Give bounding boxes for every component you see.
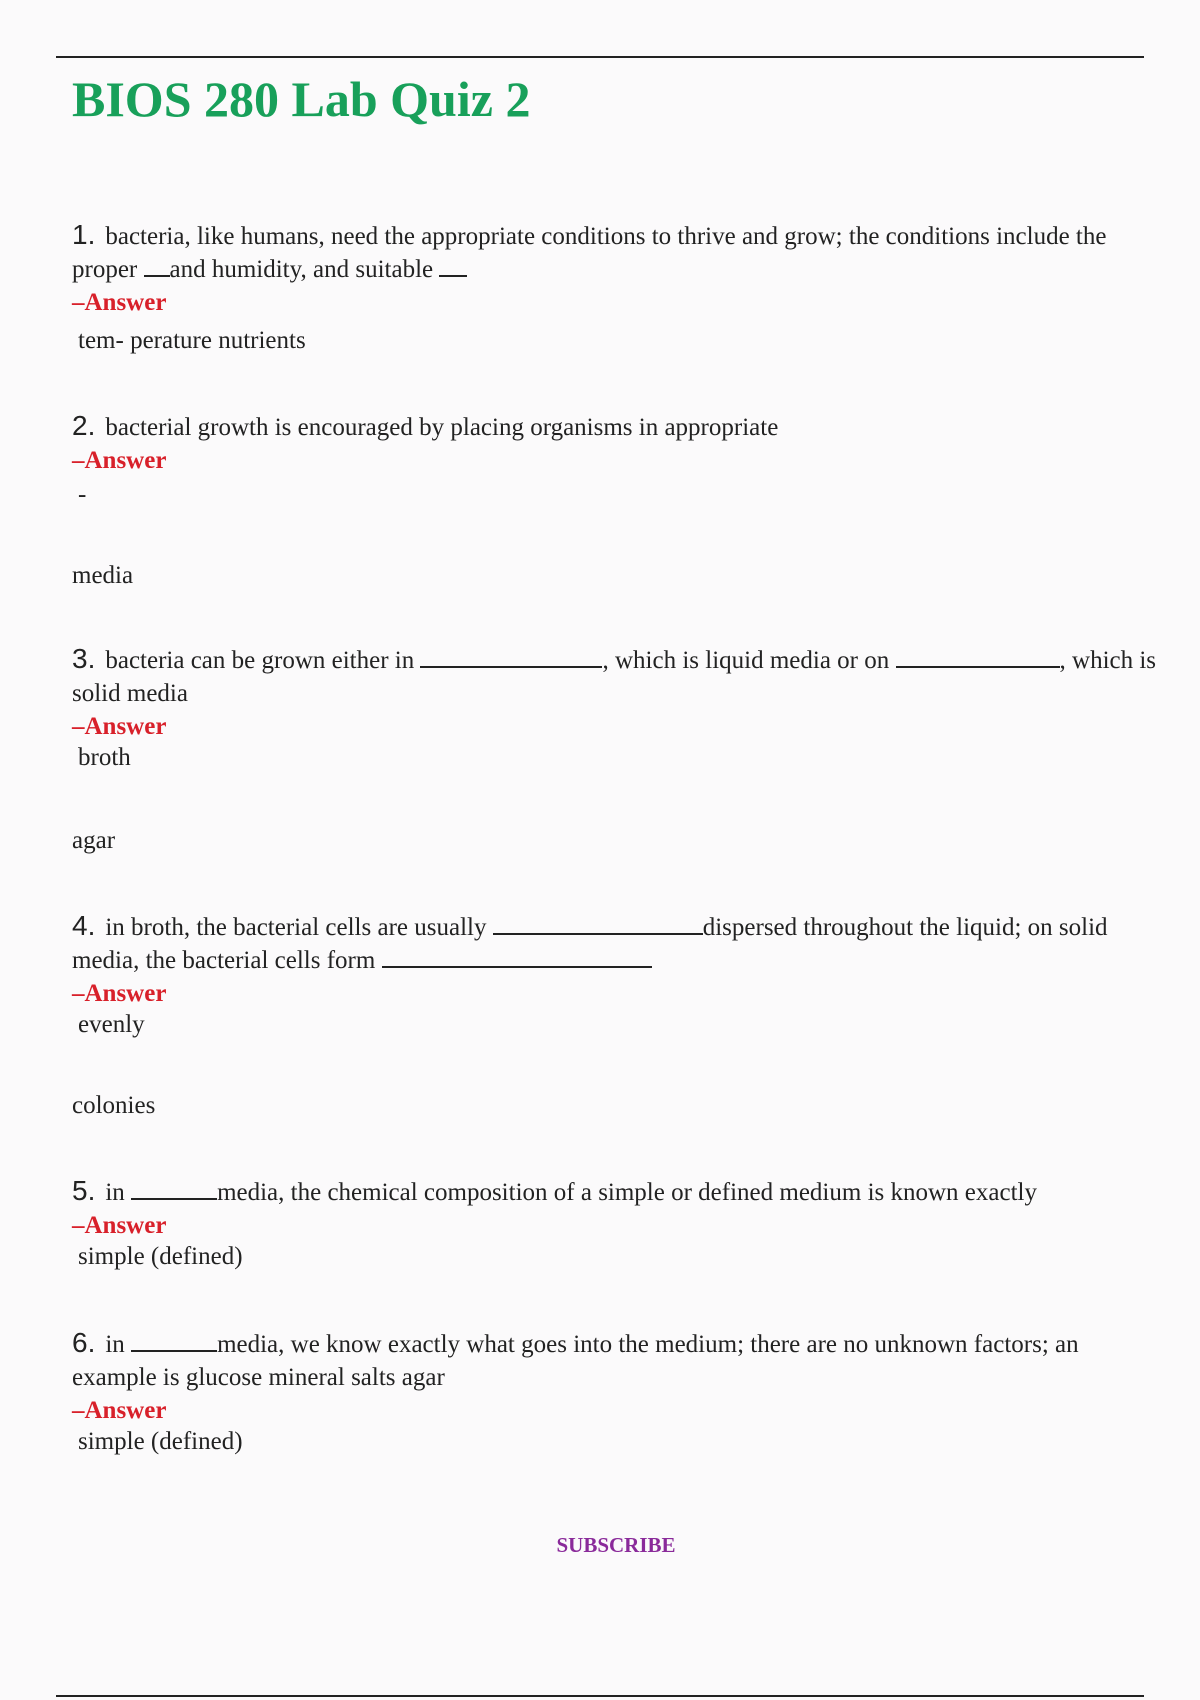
- answer-blank: [131, 1328, 217, 1352]
- answer-text-2: colonies: [72, 1092, 156, 1119]
- question-1: [72, 218, 1162, 319]
- question-text: bacteria can be grown either in: [105, 647, 415, 674]
- answer-text-2: media: [72, 562, 134, 589]
- answer-label: –Answer: [72, 289, 167, 316]
- bottom-rule: [56, 1695, 1144, 1697]
- question-text: , which is solid media: [72, 647, 1157, 707]
- question-text: media, we know exactly what goes into the medium; there are no unknown factors; an example is glucose mineral salts agar: [72, 1331, 1079, 1391]
- question-text: in broth, the bacterial cells are usually: [105, 914, 487, 941]
- question-text: in: [105, 1331, 125, 1358]
- question-number: 3.: [72, 643, 96, 674]
- answer-label: –Answer: [72, 980, 167, 1007]
- answer-text: tem- perature nutrients: [78, 327, 306, 354]
- question-text: bacteria, like humans, need the appropriate conditions to thrive and grow; the conditions include the proper: [72, 223, 1107, 283]
- answer-label: –Answer: [72, 447, 167, 474]
- question-3: [72, 642, 1162, 743]
- page-title: BIOS 280 Lab Quiz 2: [72, 71, 531, 127]
- question-2: [72, 409, 1162, 477]
- answer-blank: [493, 911, 703, 935]
- question-text: , which is liquid media or on: [602, 647, 890, 674]
- question-text: and humidity, and suitable: [169, 256, 434, 283]
- question-number: 4.: [72, 910, 96, 941]
- answer-label: –Answer: [72, 1212, 167, 1239]
- question-text: bacterial growth is encouraged by placing organisms in appropriate: [105, 414, 779, 441]
- question-number: 6.: [72, 1327, 96, 1358]
- answer-blank: [131, 1176, 217, 1200]
- answer-text: simple (defined): [78, 1428, 243, 1455]
- question-6: [72, 1326, 1162, 1427]
- question-number: 5.: [72, 1175, 96, 1206]
- question-number: 2.: [72, 410, 96, 441]
- answer-label: –Answer: [72, 713, 167, 740]
- answer-blank: [439, 253, 467, 277]
- top-rule: [56, 56, 1144, 58]
- subscribe-link[interactable]: SUBSCRIBE: [556, 1533, 676, 1557]
- question-4: [72, 909, 1162, 1010]
- answer-blank: [144, 253, 170, 277]
- answer-text: simple (defined): [78, 1243, 243, 1270]
- answer-text: broth: [78, 744, 131, 771]
- answer-blank: [382, 944, 652, 968]
- answer-label: –Answer: [72, 1397, 167, 1424]
- answer-text-2: agar: [72, 827, 116, 854]
- question-5: [72, 1174, 1162, 1242]
- answer-text: evenly: [78, 1011, 145, 1038]
- answer-text: -: [78, 481, 87, 508]
- question-number: 1.: [72, 219, 96, 250]
- question-text: dispersed throughout the liquid; on solid media, the bacterial cells form: [72, 914, 1108, 974]
- answer-blank: [896, 644, 1060, 668]
- question-text: media, the chemical composition of a simple or defined medium is known exactly: [217, 1179, 1037, 1206]
- answer-blank: [420, 644, 602, 668]
- question-text: in: [105, 1179, 125, 1206]
